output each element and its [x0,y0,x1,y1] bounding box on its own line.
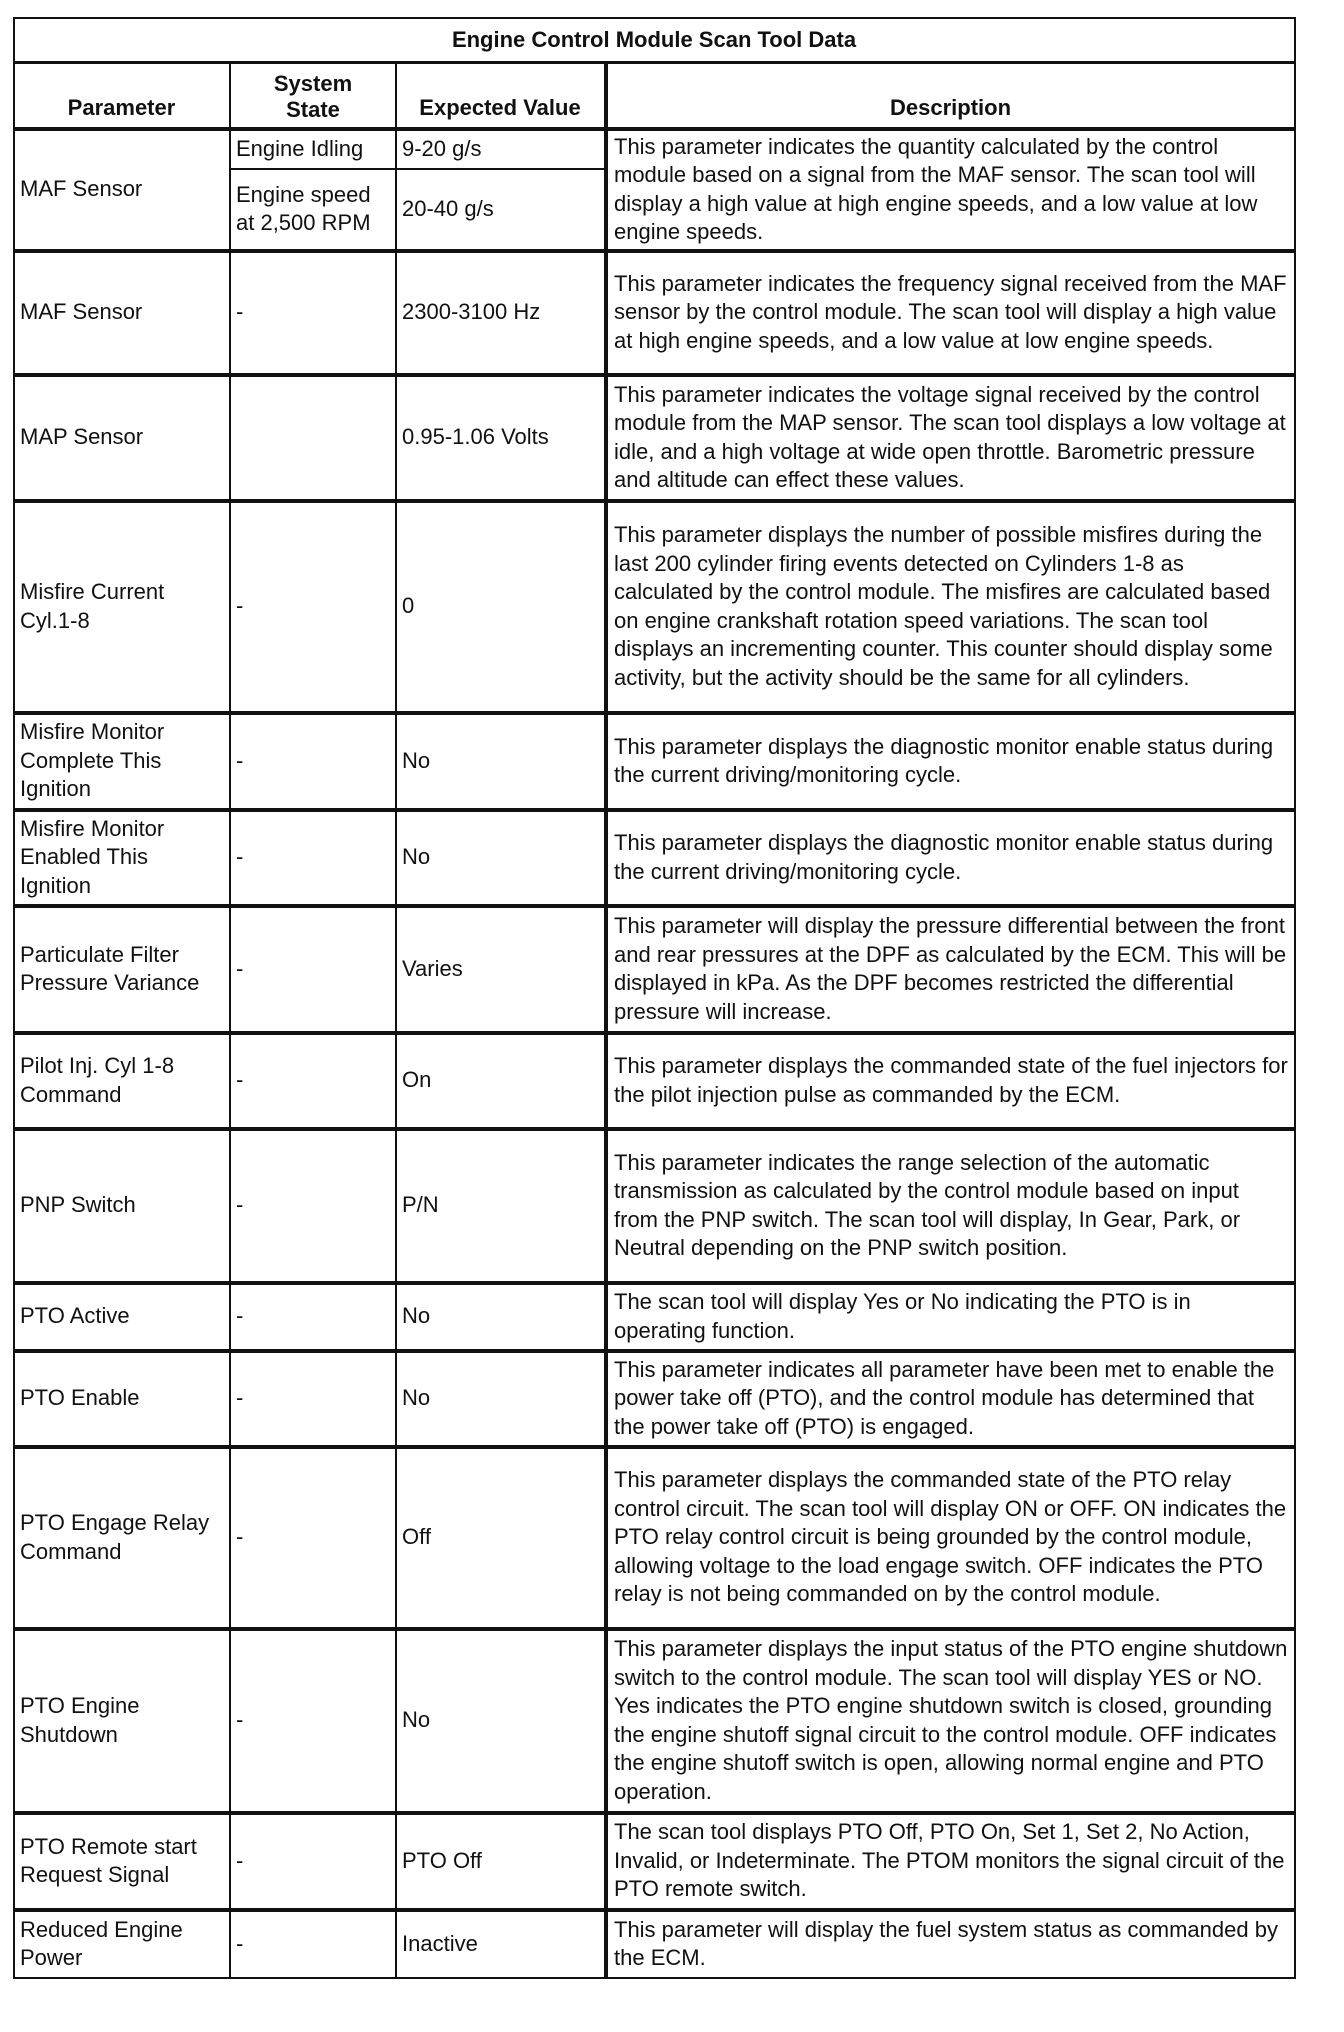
table-row [14,1351,1295,1447]
table-row [14,1813,1295,1910]
cell-parameter: PTO Remote start Request Signal [14,1813,230,1910]
cell-description: This parameter indicates all parameter have been met to enable the power take off (PTO), and the control module has determined that the power take off (PTO) is engaged. [606,1351,1295,1447]
header-parameter: Parameter [14,63,230,129]
cell-system-state: - [230,1447,396,1629]
cell-system-state: - [230,1813,396,1910]
cell-expected-value: Off [396,1447,606,1629]
cell-parameter: PTO Engine Shutdown [14,1629,230,1813]
table-row [14,906,1295,1033]
cell-expected-value: 9-20 g/s [396,129,606,169]
cell-system-state: - [230,1910,396,1978]
table-row [14,501,1295,713]
table-row [14,1283,1295,1351]
table-row [14,1910,1295,1978]
cell-description: This parameter will display the fuel system status as commanded by the ECM. [606,1910,1295,1978]
cell-expected-value: PTO Off [396,1813,606,1910]
cell-description: This parameter indicates the range selection of the automatic transmission as calculated by the control module based on input from the PNP switch. The scan tool will display, In Gear, Park, or Neutral depending on the PNP switch position. [606,1129,1295,1283]
cell-expected-value: No [396,810,606,906]
cell-description: This parameter indicates the frequency signal received from the MAF sensor by the control module. The scan tool will display a high value at high engine speeds, and a low value at low engine speeds. [606,251,1295,375]
cell-expected-value: 2300-3100 Hz [396,251,606,375]
cell-description: The scan tool will display Yes or No indicating the PTO is in operating function. [606,1283,1295,1351]
cell-system-state: - [230,1033,396,1129]
header-expected-value: Expected Value [396,63,606,129]
table-title: Engine Control Module Scan Tool Data [14,18,1295,63]
cell-system-state: - [230,810,396,906]
cell-expected-value: Inactive [396,1910,606,1978]
table-row [14,713,1295,810]
cell-system-state: - [230,251,396,375]
cell-parameter: MAF Sensor [14,251,230,375]
cell-parameter: Particulate Filter Pressure Variance [14,906,230,1033]
cell-description: This parameter will display the pressure differential between the front and rear pressures at the DPF as calculated by the ECM. This will be displayed in kPa. As the DPF becomes restricted the differential pressure will increase. [606,906,1295,1033]
cell-expected-value: No [396,713,606,810]
cell-description: This parameter indicates the quantity calculated by the control module based on a signal from the MAF sensor. The scan tool will display a high value at high engine speeds, and a low value at low engine speeds. [606,129,1295,251]
cell-expected-value: P/N [396,1129,606,1283]
cell-description: This parameter displays the number of possible misfires during the last 200 cylinder firing events detected on Cylinders 1-8 as calculated by the control module. The misfires are calculated based on engine crankshaft rotation speed variations. The scan tool displays an incrementing counter. This counter should display some activity, but the activity should be the same for all cylinders. [606,501,1295,713]
cell-description: The scan tool displays PTO Off, PTO On, Set 1, Set 2, No Action, Invalid, or Indeterminate. The PTOM monitors the signal circuit of the PTO remote switch. [606,1813,1295,1910]
cell-description: This parameter displays the diagnostic monitor enable status during the current driving/monitoring cycle. [606,713,1295,810]
cell-parameter: PTO Engage Relay Command [14,1447,230,1629]
cell-system-state [230,375,396,501]
cell-expected-value: 20-40 g/s [396,169,606,251]
cell-parameter: PTO Enable [14,1351,230,1447]
cell-expected-value: No [396,1283,606,1351]
table-row [14,1447,1295,1629]
cell-parameter: Pilot Inj. Cyl 1-8 Command [14,1033,230,1129]
table-row [14,1129,1295,1283]
table-row [14,810,1295,906]
table-row [14,375,1295,501]
table-row [14,1629,1295,1813]
cell-parameter: Reduced Engine Power [14,1910,230,1978]
cell-parameter: Misfire Monitor Complete This Ignition [14,713,230,810]
table-row [14,1033,1295,1129]
cell-description: This parameter displays the diagnostic monitor enable status during the current driving/monitoring cycle. [606,810,1295,906]
cell-system-state: - [230,501,396,713]
cell-parameter: MAF Sensor [14,129,230,251]
cell-expected-value: 0 [396,501,606,713]
cell-parameter: PNP Switch [14,1129,230,1283]
cell-description: This parameter displays the commanded state of the fuel injectors for the pilot injection pulse as commanded by the ECM. [606,1033,1295,1129]
scan-tool-data-table [13,17,1296,1979]
cell-expected-value: Varies [396,906,606,1033]
cell-description: This parameter displays the commanded state of the PTO relay control circuit. The scan tool will display ON or OFF. ON indicates the PTO relay control circuit is being grounded by the control module, allowing voltage to the load engage switch. OFF indicates the PTO relay is not being commanded on by the control module. [606,1447,1295,1629]
cell-system-state: - [230,906,396,1033]
cell-parameter: Misfire Monitor Enabled This Ignition [14,810,230,906]
cell-parameter: MAP Sensor [14,375,230,501]
cell-system-state: - [230,1129,396,1283]
cell-parameter: Misfire Current Cyl.1-8 [14,501,230,713]
cell-system-state: Engine speed at 2,500 RPM [230,169,396,251]
table-row [14,251,1295,375]
cell-system-state: Engine Idling [230,129,396,169]
header-description: Description [606,63,1295,129]
scan-tool-data-table-container [13,17,1294,1979]
cell-expected-value: 0.95-1.06 Volts [396,375,606,501]
cell-parameter: PTO Active [14,1283,230,1351]
cell-description: This parameter indicates the voltage signal received by the control module from the MAP sensor. The scan tool displays a low voltage at idle, and a high voltage at wide open throttle. Barometric pressure and altitude can effect these values. [606,375,1295,501]
cell-description: This parameter displays the input status of the PTO engine shutdown switch to the control module. The scan tool will display YES or NO. Yes indicates the PTO engine shutdown switch is closed, grounding the engine shutoff signal circuit to the control module. OFF indicates the engine shutoff switch is open, allowing normal engine and PTO operation. [606,1629,1295,1813]
header-system-state: System State [230,63,396,129]
cell-system-state: - [230,1351,396,1447]
cell-system-state: - [230,1283,396,1351]
cell-expected-value: No [396,1351,606,1447]
cell-expected-value: No [396,1629,606,1813]
cell-expected-value: On [396,1033,606,1129]
cell-system-state: - [230,713,396,810]
cell-system-state: - [230,1629,396,1813]
table-row [14,129,1295,169]
